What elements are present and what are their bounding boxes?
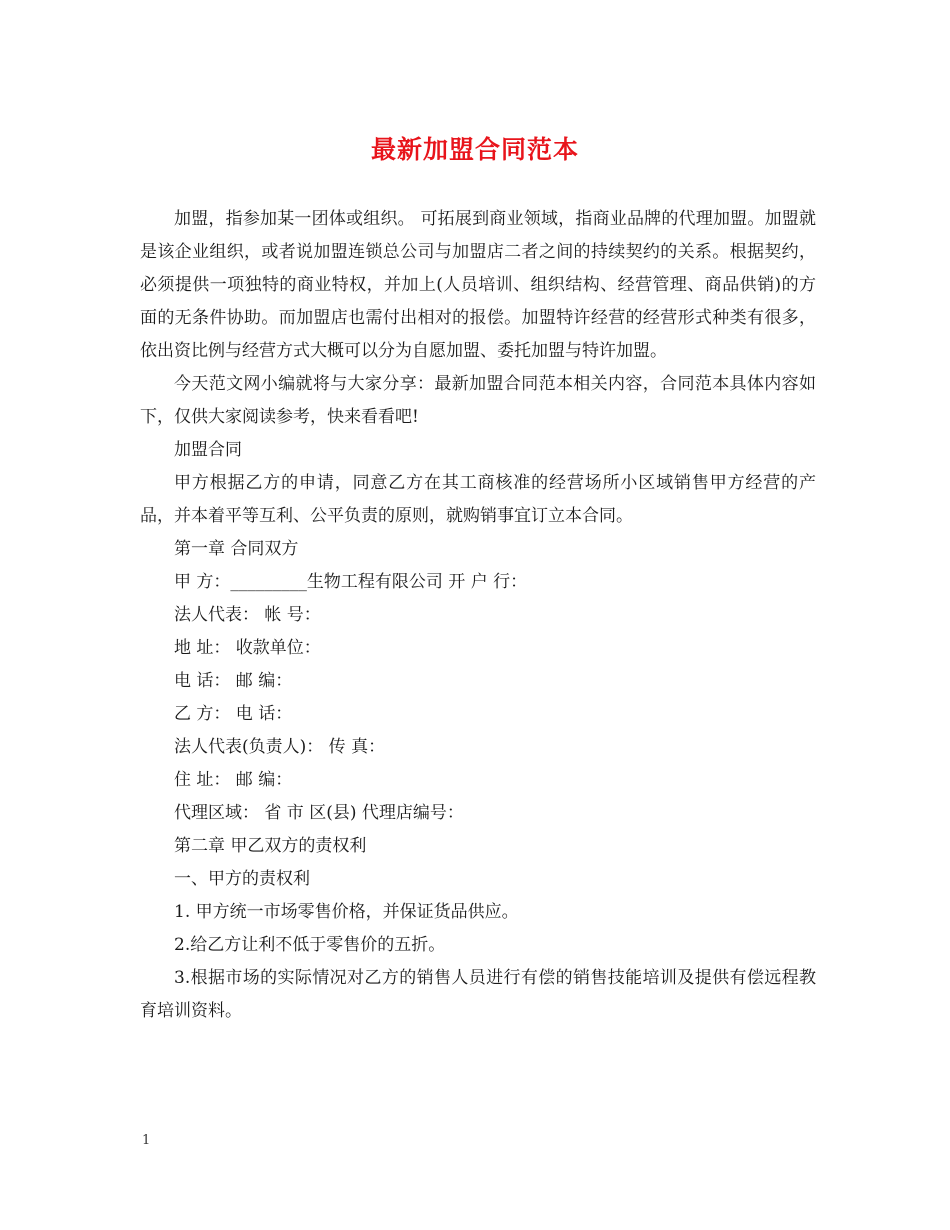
document-body: [140, 203, 816, 1028]
paragraph-contract-preamble: 甲方根据乙方的申请，同意乙方在其工商核准的经营场所小区域销售甲方经营的产品，并本着平等互利、公平负责的原则，就购销事宜订立本合同。: [140, 473, 816, 526]
page-number: 1: [142, 1133, 151, 1148]
party-b-representative-line: 法人代表(负责人)： 传 真：: [174, 737, 386, 757]
party-a-representative-line: 法人代表： 帐 号：: [174, 605, 321, 625]
paragraph-intro: 加盟，指参加某一团体或组织。 可拓展到商业领域，指商业品牌的代理加盟。加盟就是该企业组织，或者说加盟连锁总公司与加盟店二者之间的持续契约的关系。根据契约，必须提供一项独特的商业特权，并加上(人员培训、组织结构、经营管理、商品供销)的方面的无条件协助。而加盟店也需付出相对的报偿。加盟特许经营的经营形式种类有很多，依出资比例与经营方式大概可以分为自愿加盟、委托加盟与特许加盟。: [140, 209, 816, 361]
party-a-phone-line: 电 话： 邮 编：: [174, 671, 293, 691]
agency-region-line: 代理区域： 省 市 区(县) 代理店编号：: [174, 803, 464, 823]
clause-2: 2.给乙方让利不低于零售价的五折。: [174, 935, 446, 955]
clause-1: 1. 甲方统一市场零售价格，并保证货品供应。: [174, 902, 519, 922]
paragraph-share: 今天范文网小编就将与大家分享：最新加盟合同范本相关内容，合同范本具体内容如下，仅供大家阅读参考，快来看看吧!: [140, 374, 816, 427]
chapter-one-heading: 第一章 合同双方: [174, 539, 299, 559]
chapter-two-heading: 第二章 甲乙双方的责权利: [174, 836, 367, 856]
party-a-address-line: 地 址： 收款单位：: [174, 638, 321, 658]
document-title: 最新加盟合同范本: [370, 135, 579, 164]
party-b-address-line: 住 址： 邮 编：: [174, 770, 293, 790]
party-b-line: 乙 方： 电 话：: [174, 704, 293, 724]
section-one-heading: 一、甲方的责权利: [174, 869, 310, 889]
paragraph-contract-heading: 加盟合同: [174, 440, 242, 460]
clause-3: 3.根据市场的实际情况对乙方的销售人员进行有偿的销售技能培训及提供有偿远程教育培训资料。: [140, 968, 816, 1021]
party-a-line: 甲 方：_________生物工程有限公司 开 户 行：: [174, 572, 528, 592]
